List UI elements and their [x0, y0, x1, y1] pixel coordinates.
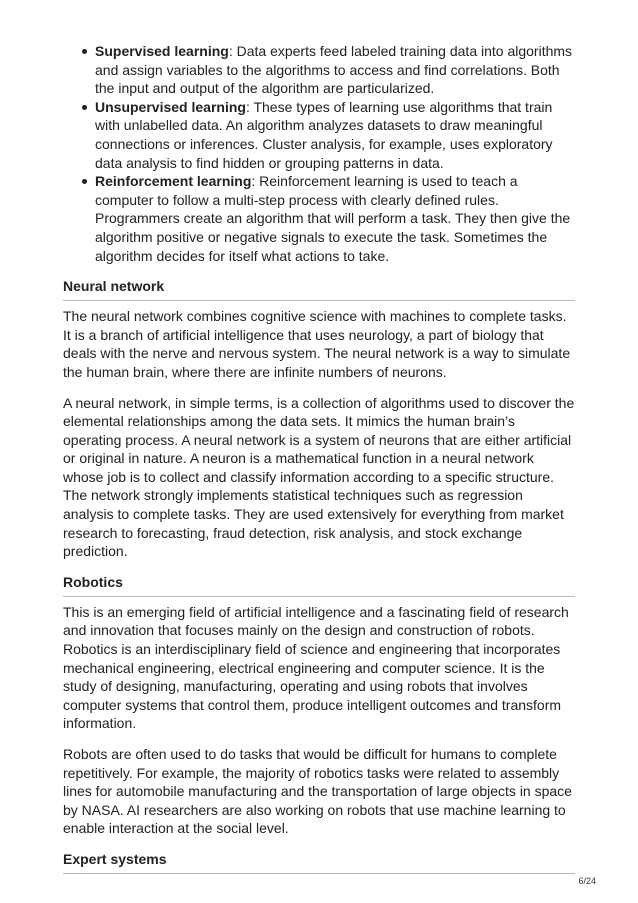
list-item-text: : Data experts feed labeled training data into algorithms and assign variables to the algorithms to access and find correlations. Both the input and output of the algorithm are particularized. — [95, 43, 573, 97]
page-number: 6/24 — [578, 876, 596, 886]
learning-types-list — [63, 42, 575, 265]
list-item-text: : These types of learning use algorithms that train with unlabelled data. An algorithm analyzes datasets to draw meaningful connections or inferences. Cluster analysis, for example, uses exploratory data analysis to find hidden or grouping patterns in data. — [95, 98, 553, 171]
paragraph: Robots are often used to do tasks that would be difficult for humans to complete repetitively. For example, the majority of robotics tasks were related to assembly lines for automobile manufacturing and the transportation of large objects in space by NASA. AI researchers are also working on robots that use machine learning to enable interaction at the social level. — [63, 746, 572, 837]
list-item — [95, 42, 575, 98]
list-item-term: Reinforcement learning — [95, 173, 252, 190]
section-heading-neural-network: Neural network — [63, 277, 575, 301]
section-heading-robotics: Robotics — [63, 573, 575, 597]
page-content — [63, 42, 575, 874]
list-item-term: Supervised learning — [95, 43, 229, 59]
list-item-text: : Reinforcement learning is used to teach a computer to follow a multi-step process with clearly defined rules. Programmers create an algorithm that will perform a task. They then give the algorithm positive or negative signals to execute the task. Sometimes the algorithm decides for itself what actions to take. — [95, 173, 571, 264]
list-item — [95, 98, 575, 172]
paragraph: The neural network combines cognitive science with machines to complete tasks. It is a branch of artificial intelligence that uses neurology, a part of biology that deals with the nerve and nervous system. The neural network is a way to simulate the human brain, where there are infinite numbers of neurons. — [63, 308, 571, 380]
section-heading-expert-systems: Expert systems — [63, 850, 575, 874]
list-item-term: Unsupervised learning — [95, 98, 246, 115]
paragraph: This is an emerging field of artificial intelligence and a fascinating field of research and innovation that focuses mainly on the design and construction of robots. Robotics is an interdisciplinary field of science and engineering that incorporates mechanical engineering, electrical engineering and computer science. It is the study of designing, manufacturing, operating and using robots that involves computer systems that control them, produce intelligent outcomes and transform information. — [63, 603, 569, 732]
list-item — [95, 172, 575, 265]
paragraph: A neural network, in simple terms, is a collection of algorithms used to discover the elemental relationships among the data sets. It mimics the human brain’s operating process. A neural network is a system of neurons that are either artificial or original in nature. A neuron is a mathematical function in a neural network whose job is to collect and classify information according to a specific structure. The network strongly implements statistical techniques such as regression analysis to complete tasks. They are used extensively for everything from market research to forecasting, fraud detection, risk analysis, and stock exchange prediction. — [63, 394, 575, 560]
